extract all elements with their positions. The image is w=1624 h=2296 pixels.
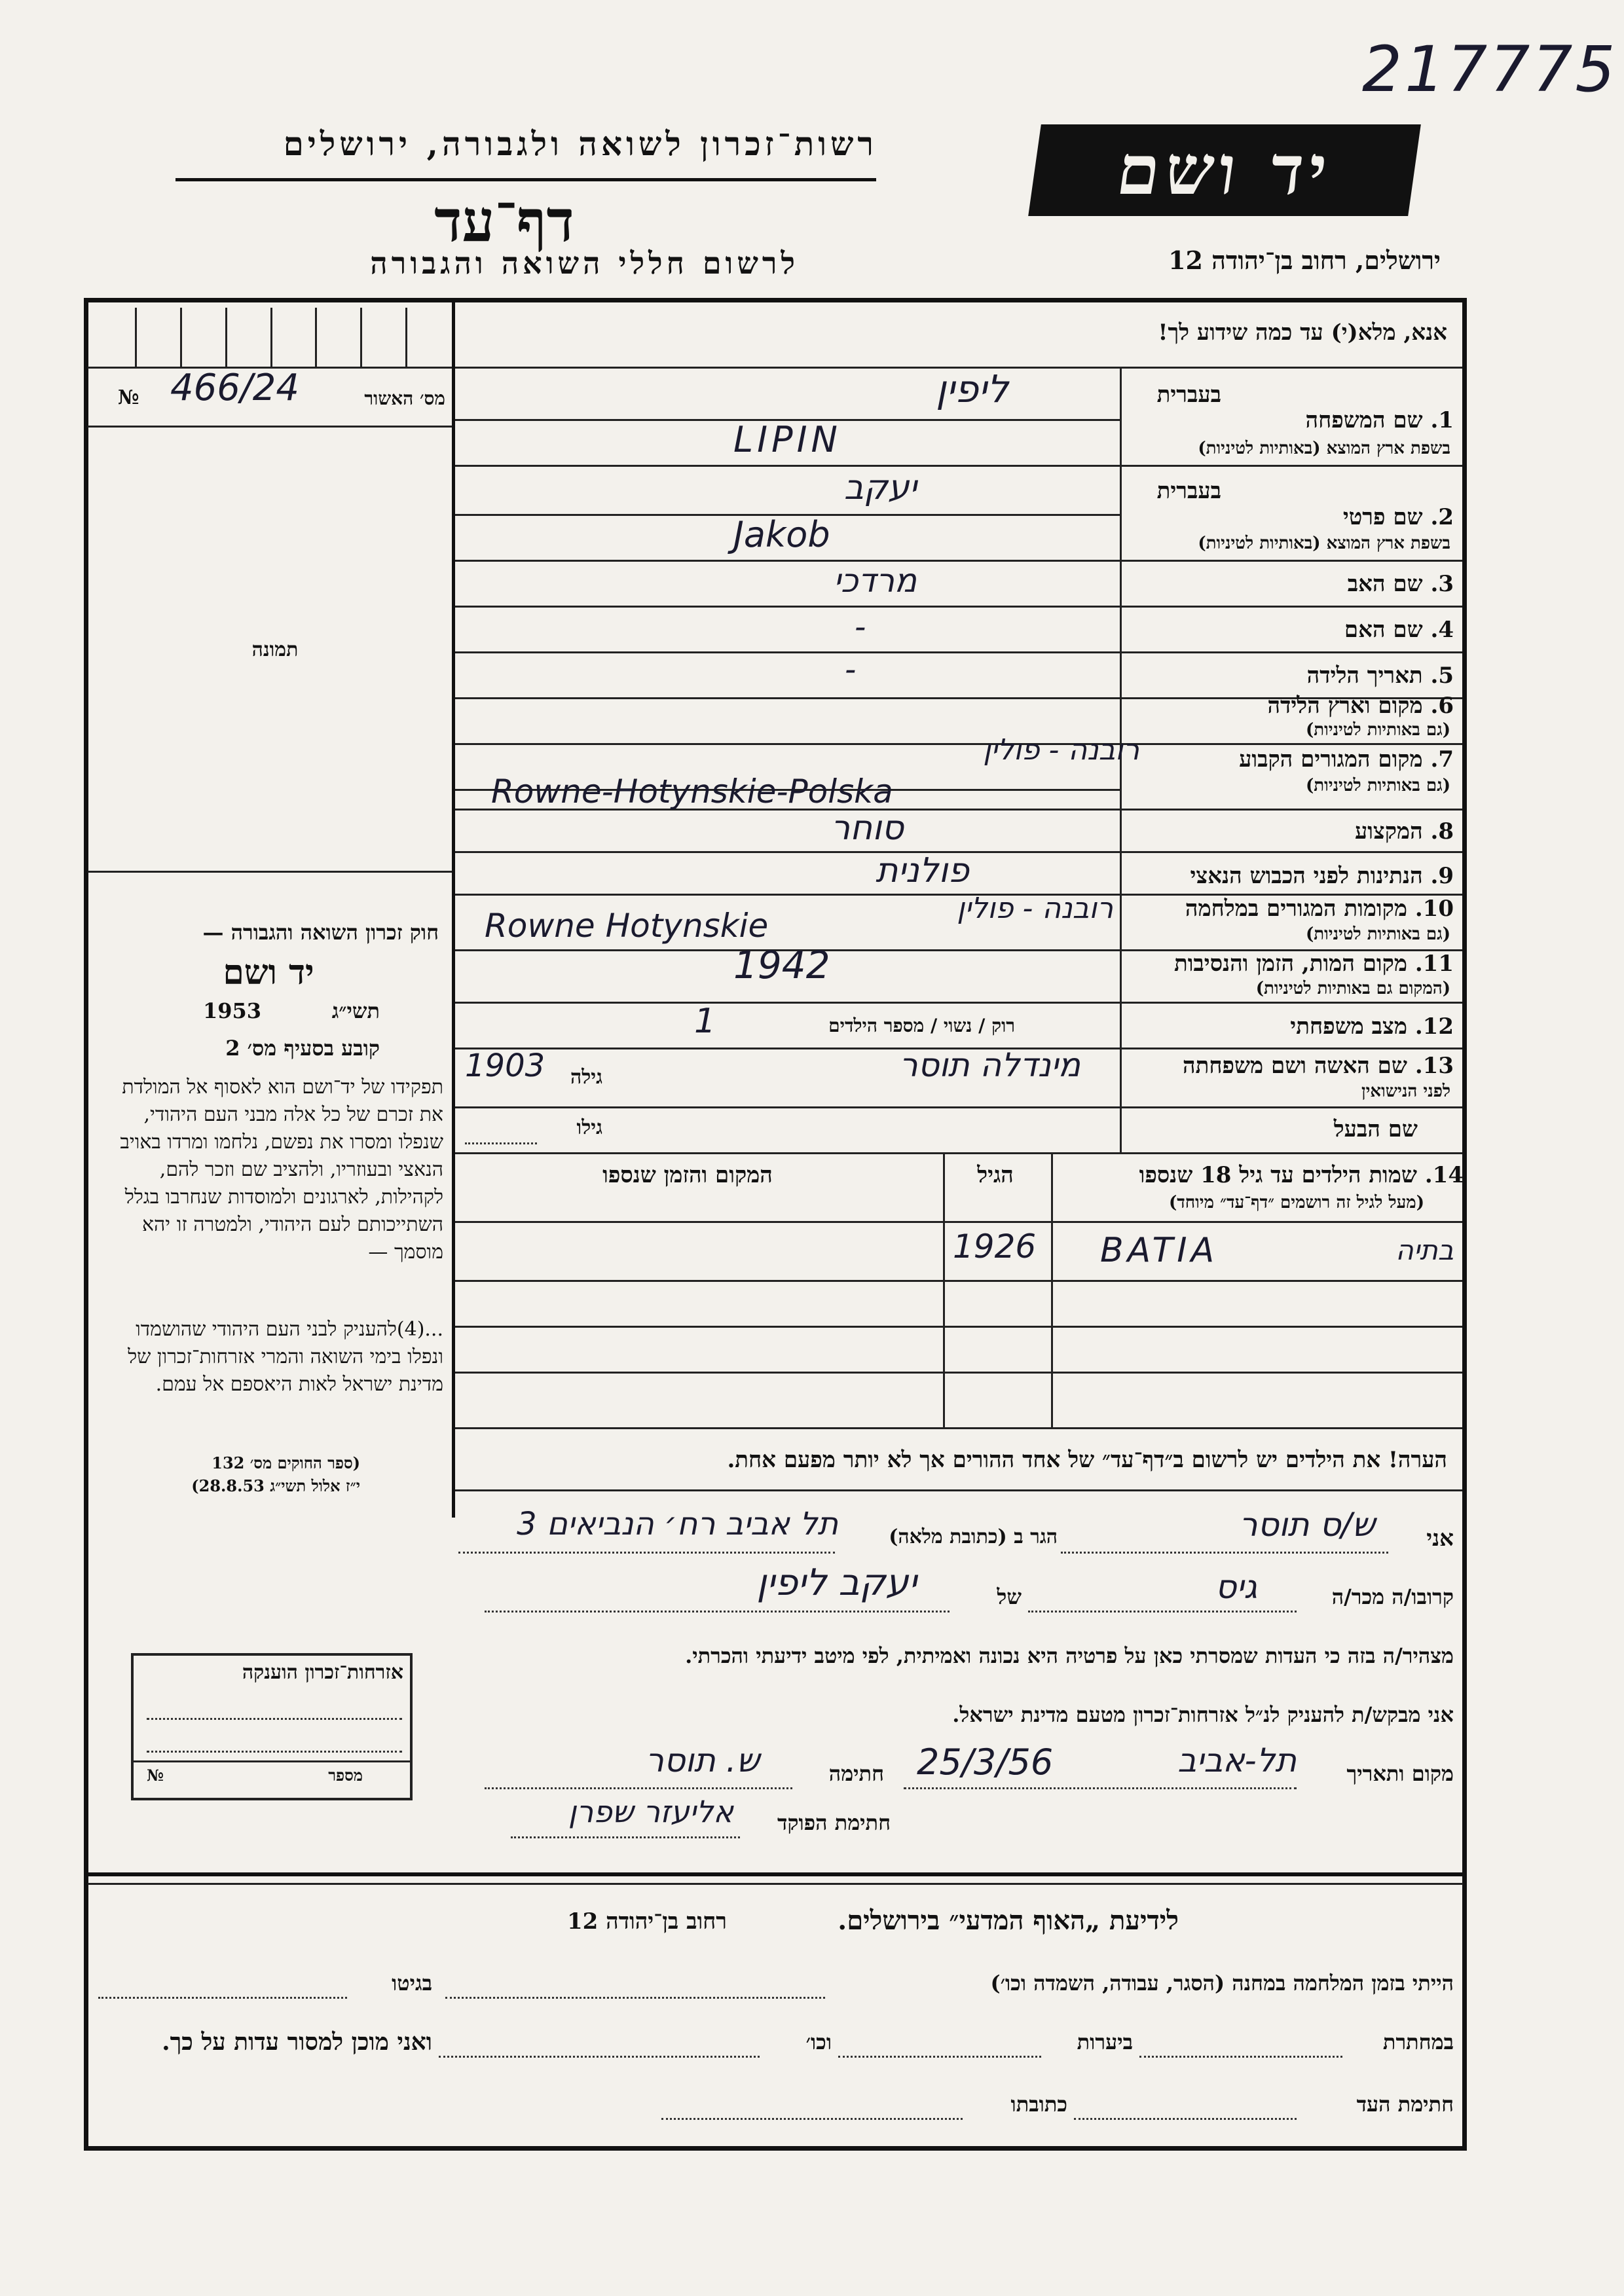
children-row-line-2 — [455, 1326, 1462, 1328]
children-row-line-1 — [455, 1280, 1462, 1282]
row-line-14 — [455, 1152, 1462, 1154]
field-10-label — [1130, 896, 1454, 922]
declaration-relative-value: גיס — [1215, 1568, 1257, 1606]
field-9-num: 9. — [1430, 863, 1454, 889]
bottom-separator-thin — [88, 1883, 1463, 1885]
approval-number: 466/24 — [170, 367, 300, 409]
child-1-age: 1926 — [953, 1228, 1037, 1266]
children-sub: (מעל לגיל זה רושמים ״דף־עד״ מיוחד) — [1168, 1193, 1424, 1212]
officer-dots — [511, 1836, 740, 1838]
bottom-separator — [88, 1872, 1463, 1876]
field-7-num: 7. — [1430, 746, 1454, 773]
children-col-place: המקום והזמן שנספו — [602, 1162, 773, 1188]
field-2-sub: בשפת ארץ המוצא (באותיות לטיניות) — [1198, 534, 1450, 553]
row-line-2b — [455, 560, 1462, 562]
date-value: 25/3/56 — [917, 1741, 1054, 1783]
note-text: הערה! את הילדים יש לרשום ב״דף־עד״ של אחד ההורים אך לא יותר מפעם אחת. — [727, 1447, 1447, 1473]
field-11-value: 1942 — [733, 943, 830, 987]
bottom-line2-dots-b — [838, 2056, 1041, 2058]
declaration-ani-dots — [1061, 1552, 1388, 1554]
bottom-line3-address: כתובתו — [1010, 2092, 1067, 2117]
children-divider-age — [943, 1152, 945, 1427]
code-boxes — [92, 308, 451, 367]
bottom-line1-label: הייתי בזמן המלחמה במחנה (הסגר, עבודה, השמדה וכו׳) — [990, 1971, 1454, 1995]
note-line — [455, 1489, 1462, 1491]
field-1-num: 1. — [1430, 407, 1454, 433]
bottom-line3-dots-b — [661, 2118, 963, 2120]
approval-label: מס׳ האשור — [364, 388, 445, 409]
declaration-ani-value: ש/ס תוסר — [1239, 1506, 1375, 1544]
certificate-inner-line — [134, 1760, 410, 1762]
law-name: יד ושם — [223, 953, 314, 993]
field-3-label — [1130, 571, 1454, 597]
certificate-number-prefix: № — [147, 1766, 164, 1785]
declaration-confirm: מצהיר/ה בזה כי העדות שמסרתי כאן על פרטיה היא נכונה ואמיתית, לפי מיטב ידיעתי והכרתי. — [685, 1643, 1454, 1668]
field-10-num: 10. — [1414, 896, 1454, 922]
field-8-num: 8. — [1430, 818, 1454, 845]
field-1-value-hebrew: ליפין — [936, 367, 1008, 411]
field-11-text: מקום המות, הזמן והנסיבות — [1173, 951, 1407, 977]
archive-number: 217775 — [1362, 33, 1618, 106]
declaration-of-value: יעקב ליפין — [756, 1561, 917, 1604]
row-line-1b — [455, 465, 1462, 467]
field-10-text: מקומות המגורים במלחמה — [1185, 896, 1407, 922]
declaration-relative-label: קרובו/ה מכר/ה — [1331, 1584, 1454, 1609]
bottom-title: לידיעת „האוף המדעי״ בירושלים. — [838, 1905, 1179, 1936]
field-2-hebrew-tag: בעברית — [1156, 478, 1221, 504]
field-3-num: 3. — [1430, 571, 1454, 597]
field-7-text: מקום המגורים הקבוע — [1239, 746, 1423, 773]
header-address: ירושלים, רחוב בן־יהודה 12 — [1168, 246, 1441, 275]
bottom-line3-dots-a — [1074, 2118, 1297, 2120]
approval-line — [88, 426, 452, 428]
field-12-options: רוק / נשוי / מספר הילדים — [828, 1015, 1015, 1036]
certificate-box — [131, 1653, 413, 1800]
field-1-value-latin: LIPIN — [733, 419, 841, 460]
children-header-line — [455, 1221, 1462, 1223]
child-1-name-latin: BATIA — [1100, 1231, 1219, 1270]
officer-signature: אליעזר שפרן — [568, 1794, 733, 1829]
declaration-resident-dots — [458, 1552, 835, 1554]
certificate-dots-1 — [147, 1718, 402, 1720]
field-6-num: 6. — [1430, 693, 1454, 719]
field-7-label — [1130, 746, 1454, 773]
field-10-value-latin: Rowne Hotynskie — [485, 907, 769, 945]
field-6-text: מקום וארץ הלידה — [1267, 693, 1423, 719]
husband-label: שם הבעל — [1333, 1116, 1418, 1142]
field-11-sub: (המקום גם באותיות לטיניות) — [1255, 979, 1450, 998]
photo-label: תמונה — [251, 638, 299, 661]
declaration-of-dots — [485, 1611, 950, 1613]
law-date: י״ז אלול תשי״ג 28.8.53) — [191, 1476, 360, 1495]
field-5-label — [1130, 663, 1454, 689]
field-10-value-hebrew: רובנה - פולין — [957, 892, 1113, 925]
field-13-text: שם האשה ושם משפחתה — [1183, 1053, 1407, 1079]
field-2-value-hebrew: יעקב — [843, 468, 917, 507]
form-title: דף־עד — [434, 187, 574, 255]
certificate-number-label: מספר — [328, 1766, 363, 1785]
field-6-sub: (גם באותיות לטיניות) — [1305, 720, 1450, 740]
bottom-line2-ready: ואני מוכן למסור עדות על כך. — [162, 2028, 432, 2056]
field-6-label — [1130, 693, 1454, 719]
children-row-line-3 — [455, 1372, 1462, 1374]
field-10-sub: (גם באותיות לטיניות) — [1305, 924, 1450, 944]
field-4-value: - — [855, 609, 866, 646]
law-text-continued: ...(4)להעניק לבני העם היהודי שהושמדו ונפלו בימי השואה והמרי אזרחות־זכרון של מדינת ישראל לאות היאספם אל עמם. — [128, 1318, 443, 1396]
law-title: חוק זכרון השואה והגבורה — — [202, 920, 439, 945]
bottom-address: רחוב בן־יהודה 12 — [566, 1908, 727, 1935]
field-12-num: 12. — [1414, 1013, 1454, 1040]
certificate-dots-2 — [147, 1751, 402, 1753]
declaration-ani-label: אני — [1426, 1525, 1454, 1552]
field-3-value: מרדכי — [833, 562, 917, 600]
field-2-num: 2. — [1430, 504, 1454, 530]
field-4-num: 4. — [1430, 617, 1454, 643]
field-13-label — [1130, 1053, 1454, 1079]
field-5-num: 5. — [1430, 663, 1454, 689]
field-8-label — [1130, 818, 1454, 845]
children-num: 14. — [1424, 1162, 1464, 1188]
field-8-value: סוחר — [830, 809, 904, 848]
bottom-line1-ghetto-dots — [98, 1997, 347, 1999]
approval-prefix: № — [118, 386, 139, 409]
declaration-resident-label: הגר ב (כתובת מלאה) — [889, 1525, 1058, 1548]
field-4-text: שם האם — [1344, 617, 1423, 643]
declaration-request: אני מבקש/ת להעניק לנ״ל אזרחות־זכרון מטעם מדינת ישראל. — [952, 1702, 1454, 1727]
law-year: 1953 — [203, 998, 262, 1023]
field-5-value: - — [845, 651, 857, 688]
field-4-label — [1130, 617, 1454, 643]
field-12-text: מצב משפחתי — [1290, 1013, 1407, 1040]
field-13-age-label: גילה — [570, 1066, 602, 1089]
field-9-label — [1130, 863, 1454, 889]
declaration-resident-value: תל אביב רח׳ הנביאים 3 — [517, 1506, 838, 1542]
place-value: תל-אביב — [1177, 1741, 1297, 1779]
field-11-label — [1130, 951, 1454, 977]
bottom-line2-etc: וכו׳ — [805, 2030, 832, 2054]
children-text: שמות הילדים עד גיל 18 שנספו — [1139, 1162, 1417, 1188]
row-line-13 — [455, 1106, 1462, 1108]
field-5-text: תאריך הלידה — [1306, 663, 1423, 689]
bottom-line1-ghetto: בגיטו — [392, 1971, 432, 1995]
children-row-line-4 — [455, 1427, 1462, 1429]
field-8-text: המקצוע — [1354, 818, 1423, 845]
field-2-label — [1130, 504, 1454, 530]
field-1-label — [1130, 407, 1454, 433]
form-subtitle: לרשום חללי השואה והגבורה — [370, 246, 799, 281]
field-13-value: מינדלה תוסר — [899, 1046, 1080, 1084]
field-7-value-latin: Rowne-Hotynskie-Polska — [491, 773, 893, 811]
signature-value: ש. תוסר — [645, 1741, 760, 1779]
field-2-value-latin: Jakob — [733, 514, 830, 555]
field-7-value-hebrew: רובנה - פולין — [983, 733, 1139, 767]
husband-age-label: גילו — [576, 1116, 602, 1139]
bottom-line1-dots — [445, 1997, 825, 1999]
left-column-divider — [452, 300, 455, 1518]
law-text: תפקידו של יד־ושם הוא לאסוף אל המולדת את זכרם של כל אלה מבני העם היהודי, שנפלו ומסרו את נפשם, נלחמו ומרדו באויב הנאצי ובעוזריו, ולהציב שם וזכר להם, לקהילות, לארגונים ולמוסדות שנחרבו בגלל השתייכותם לעם היהודי, ולמטרה זו יהא מוסמך — — [120, 1076, 443, 1264]
field-7-sub: (גם באותיות לטיניות) — [1305, 776, 1450, 795]
bottom-line2-forests: ביערות — [1077, 2030, 1133, 2054]
declaration-of-label: של — [997, 1584, 1022, 1609]
field-2-text: שם פרטי — [1342, 504, 1423, 530]
field-13-age-value: 1903 — [465, 1048, 545, 1084]
child-1-name-hebrew: בתיה — [1395, 1234, 1454, 1266]
field-1-hebrew-tag: בעברית — [1156, 382, 1221, 408]
certificate-title: אזרחות־זכרון הוענקה — [242, 1661, 403, 1684]
signature-label: חתימה — [828, 1761, 884, 1786]
husband-age-dots — [465, 1142, 537, 1144]
field-11-num: 11. — [1414, 951, 1454, 977]
field-1-sub: בשפת ארץ המוצא (באותיות לטיניות) — [1198, 439, 1450, 458]
logo-text: יד ושם — [1112, 130, 1338, 210]
field-13-num: 13. — [1414, 1053, 1454, 1079]
bottom-line2-dots-a — [1139, 2056, 1342, 2058]
place-date-dots — [904, 1787, 1297, 1789]
children-divider-place — [1051, 1152, 1053, 1427]
row-line-3 — [455, 606, 1462, 608]
row-line-4 — [455, 651, 1462, 653]
field-9-value: פולנית — [876, 851, 969, 890]
field-9-text: הנתינות לפני הכבוש הנאצי — [1190, 863, 1423, 889]
law-section: קובע בסעיף מס׳ 2 — [225, 1036, 380, 1061]
intro-text: אנא, מלא(י) עד כמה שידוע לך! — [1158, 319, 1447, 346]
photo-line — [88, 871, 452, 873]
bottom-line2-dots-c — [439, 2056, 760, 2058]
children-label — [1058, 1162, 1464, 1188]
children-col-age: הגיל — [977, 1162, 1014, 1188]
field-13-sub: לפני הנישואין — [1361, 1082, 1450, 1101]
declaration-relative-dots — [1028, 1611, 1297, 1613]
law-hebrew-year: תשי״ג — [331, 998, 380, 1023]
field-12-value: 1 — [694, 1002, 716, 1041]
place-date-label: מקום ותאריך — [1346, 1761, 1454, 1786]
field-1-text: שם המשפחה — [1305, 407, 1423, 433]
authority-name: רשות־זכרון לשואה ולגבורה, ירושלים — [283, 124, 877, 163]
yad-vashem-logo — [1028, 124, 1421, 216]
authority-underline — [175, 178, 876, 181]
signature-dots — [485, 1787, 792, 1789]
officer-label: חתימת הפוקד — [777, 1810, 891, 1835]
bottom-line3-signature: חתימת העד — [1356, 2092, 1454, 2117]
row-line-11 — [455, 1002, 1462, 1004]
field-3-text: שם האב — [1347, 571, 1423, 597]
law-reference: (ספר החוקים מס׳ 132 — [212, 1453, 360, 1472]
bottom-line2-underground: במחתרת — [1382, 2030, 1454, 2054]
field-12-label — [1130, 1013, 1454, 1040]
